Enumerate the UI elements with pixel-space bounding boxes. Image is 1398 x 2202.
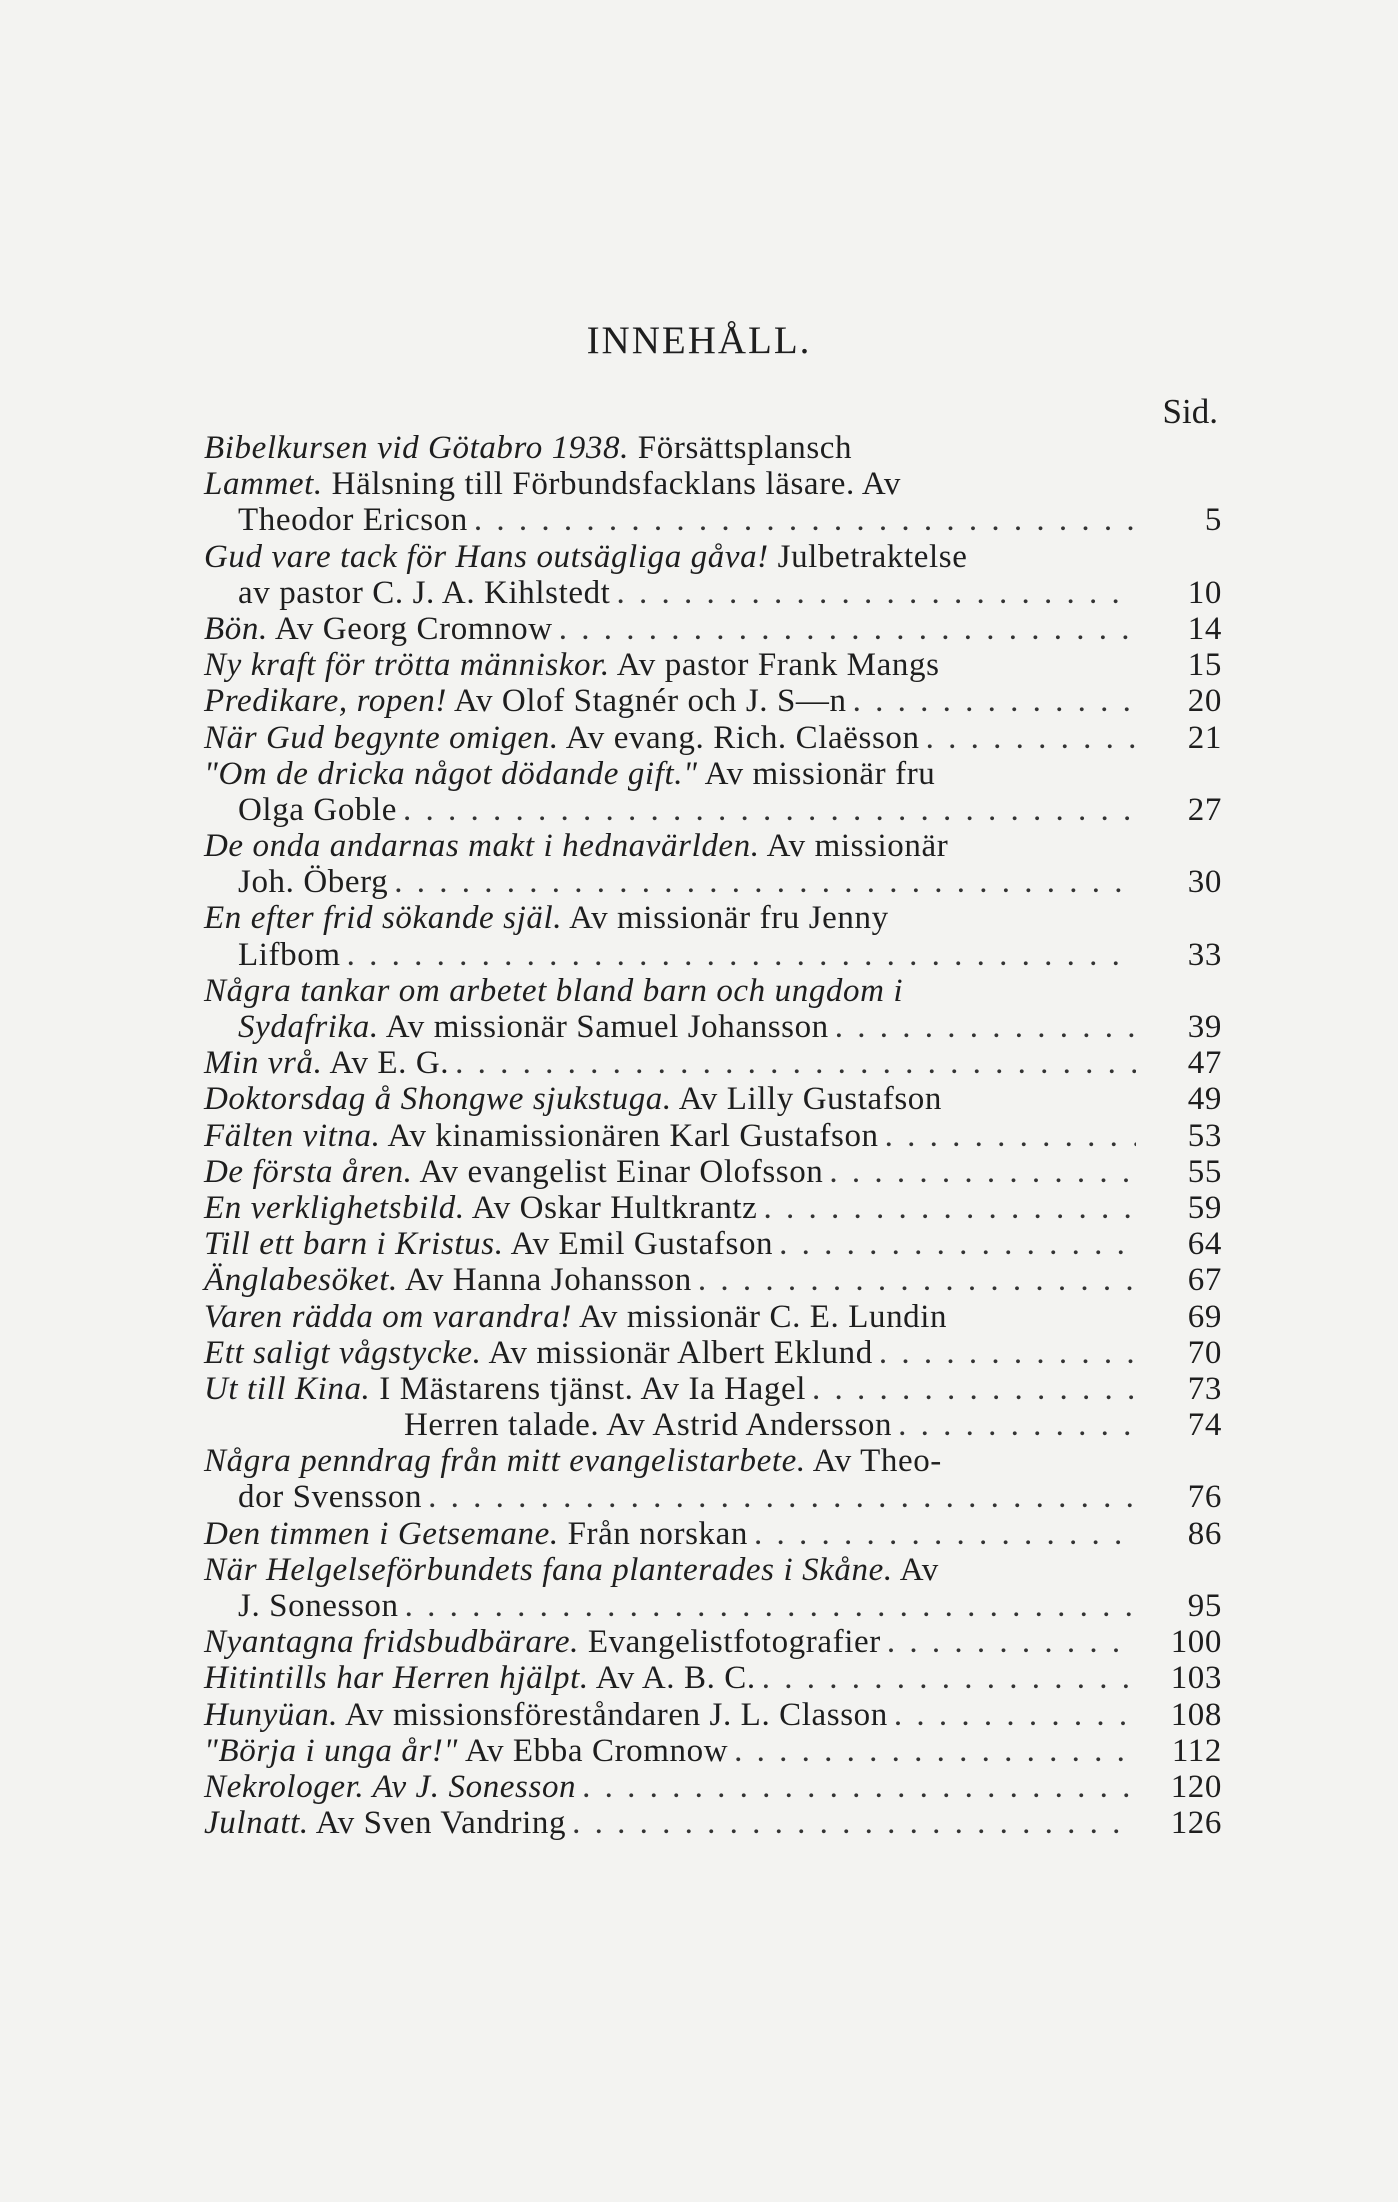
page-number: 74 bbox=[1187, 1407, 1222, 1444]
dot-leader bbox=[829, 1154, 1136, 1190]
toc-entry-author: I Mästarens tjänst. Av Ia Hagel bbox=[370, 1370, 806, 1407]
toc-line bbox=[204, 611, 1222, 647]
toc-entry-title: Bön. bbox=[204, 610, 268, 647]
page-number: 126 bbox=[1170, 1805, 1222, 1842]
toc-entry-title: Ny kraft för trötta människor. bbox=[204, 647, 610, 684]
toc-entry-title: Några penndrag från mitt evangelistarbete. bbox=[204, 1443, 806, 1480]
toc-line bbox=[204, 647, 1222, 683]
page-number: 53 bbox=[1187, 1117, 1222, 1154]
toc-entry-author: Av missionsföreståndaren J. L. Classon bbox=[338, 1696, 888, 1733]
toc-entry-text bbox=[204, 1154, 823, 1190]
toc-entry-text bbox=[204, 1660, 756, 1696]
dot-leader bbox=[853, 683, 1136, 719]
toc-line bbox=[204, 1045, 1222, 1081]
toc-line bbox=[204, 1154, 1222, 1190]
page-number: 20 bbox=[1187, 683, 1222, 720]
toc-entry-title: "Börja i unga år!" bbox=[204, 1732, 458, 1769]
toc-entry-author: Från norskan bbox=[558, 1515, 748, 1552]
dot-leader bbox=[948, 828, 1142, 864]
toc-entry-author: J. Sonesson bbox=[238, 1588, 399, 1624]
toc-entry-title: Lammet. bbox=[204, 466, 323, 503]
page-number bbox=[1142, 756, 1222, 792]
toc-entry-author: Av A. B. C. bbox=[588, 1660, 756, 1697]
toc-entry-author: Av bbox=[892, 1551, 939, 1588]
toc-entry-author: Hälsning till Förbundsfacklans läsare. Av bbox=[322, 466, 901, 503]
page-number: 21 bbox=[1187, 719, 1222, 756]
dot-leader bbox=[898, 1407, 1136, 1443]
dot-leader bbox=[940, 647, 1142, 683]
toc-entry-text bbox=[204, 1769, 576, 1805]
toc-entry-text bbox=[204, 1516, 748, 1552]
toc-line bbox=[204, 430, 1222, 466]
toc-entry-author: Julbetraktelse bbox=[768, 538, 968, 575]
toc-entry-text bbox=[204, 900, 889, 936]
dot-leader bbox=[347, 937, 1136, 973]
dot-leader bbox=[935, 756, 1142, 792]
toc-entry-title: Nekrologer. Av J. Sonesson bbox=[204, 1768, 577, 1805]
toc-entry-text bbox=[204, 430, 852, 466]
toc-line bbox=[204, 466, 1222, 502]
page-number: 47 bbox=[1187, 1045, 1222, 1082]
toc-line bbox=[204, 1588, 1222, 1624]
toc-entry-author: Av Hanna Johansson bbox=[397, 1262, 692, 1299]
toc-entry-text bbox=[204, 1733, 728, 1769]
page-number: 15 bbox=[1187, 647, 1222, 684]
dot-leader bbox=[885, 1118, 1136, 1154]
toc-entry-text bbox=[204, 1190, 757, 1226]
page-number: 70 bbox=[1187, 1334, 1222, 1371]
toc-entry-author: Av Olof Stagnér och J. S—n bbox=[446, 683, 847, 720]
toc-entry-title: Några tankar om arbetet bland barn och ungdom i bbox=[204, 972, 904, 1009]
toc-entry-text bbox=[204, 1805, 566, 1841]
page-number: 64 bbox=[1187, 1226, 1222, 1263]
page-number: 30 bbox=[1187, 864, 1222, 901]
toc-entry-author: Herren talade. Av Astrid Andersson bbox=[404, 1407, 893, 1444]
toc-entry-title: En efter frid sökande själ. bbox=[204, 900, 563, 937]
dot-leader bbox=[947, 1299, 1142, 1335]
dot-leader bbox=[403, 792, 1136, 828]
toc-entry-text bbox=[204, 720, 920, 756]
page-number bbox=[1142, 1552, 1222, 1588]
toc-entry-text bbox=[238, 864, 388, 900]
toc-entry-author: Av missionär Albert Eklund bbox=[481, 1334, 873, 1371]
toc-line bbox=[204, 502, 1222, 538]
dot-leader bbox=[559, 611, 1136, 647]
dot-leader bbox=[582, 1769, 1136, 1805]
toc-entry-author: Evangelistfotografier bbox=[578, 1624, 881, 1661]
page-number bbox=[1142, 466, 1222, 502]
dot-leader bbox=[455, 1045, 1136, 1081]
toc-entry-title: Varen rädda om varandra! bbox=[204, 1298, 572, 1335]
table-of-contents bbox=[204, 430, 1222, 1841]
dot-leader bbox=[812, 1371, 1136, 1407]
dot-leader bbox=[852, 430, 1142, 466]
toc-entry-author: Av Oskar Hultkrantz bbox=[464, 1189, 758, 1226]
toc-line bbox=[204, 756, 1222, 792]
dot-leader bbox=[939, 1552, 1142, 1588]
toc-entry-text bbox=[204, 973, 903, 1009]
toc-entry-title: Nyantagna fridsbudbärare. bbox=[204, 1624, 579, 1661]
page-number: 67 bbox=[1187, 1262, 1222, 1299]
page-number bbox=[1142, 539, 1222, 575]
toc-line bbox=[204, 1516, 1222, 1552]
toc-entry-title: Hitintills har Herren hjälpt. bbox=[204, 1660, 589, 1697]
toc-line bbox=[204, 1262, 1222, 1298]
toc-line bbox=[204, 1190, 1222, 1226]
toc-entry-text bbox=[204, 1299, 947, 1335]
toc-entry-author: dor Svensson bbox=[238, 1479, 423, 1516]
toc-line bbox=[204, 1660, 1222, 1696]
page-number: 120 bbox=[1170, 1768, 1222, 1805]
page-title: INNEHÅLL. bbox=[586, 319, 812, 362]
toc-entry-text bbox=[204, 1118, 879, 1154]
toc-entry-text bbox=[204, 1335, 873, 1371]
toc-entry-author: Av missionär C. E. Lundin bbox=[571, 1298, 948, 1335]
toc-entry-text bbox=[238, 575, 610, 611]
toc-entry-author: Lifbom bbox=[238, 936, 341, 973]
toc-entry-author: Av missionär fru Jenny bbox=[562, 900, 889, 937]
page-number bbox=[1142, 828, 1222, 864]
toc-line bbox=[204, 683, 1222, 719]
toc-entry-title: När Helgelseförbundets fana planterades i Skåne. bbox=[204, 1551, 893, 1588]
page-number bbox=[1142, 973, 1222, 1009]
dot-leader bbox=[942, 1081, 1142, 1117]
toc-entry-title: Sydafrika. bbox=[238, 1009, 379, 1045]
toc-entry-author: Av missionär Samuel Johansson bbox=[378, 1009, 829, 1045]
toc-entry-text bbox=[204, 1371, 806, 1407]
toc-line bbox=[204, 828, 1222, 864]
toc-line bbox=[204, 1407, 1222, 1443]
dot-leader bbox=[754, 1516, 1136, 1552]
toc-line bbox=[204, 539, 1222, 575]
toc-entry-author: Av missionär fru bbox=[697, 755, 936, 792]
toc-entry-author: Av kinamissionären Karl Gustafson bbox=[380, 1117, 879, 1154]
dot-leader bbox=[967, 539, 1142, 575]
toc-entry-author: av pastor C. J. A. Kihlstedt bbox=[238, 574, 611, 611]
page-number: 76 bbox=[1187, 1479, 1222, 1516]
toc-entry-author: Av E. G. bbox=[322, 1045, 450, 1082]
toc-entry-text bbox=[204, 1552, 939, 1588]
page-number: 14 bbox=[1187, 610, 1222, 647]
toc-entry-text bbox=[204, 1226, 773, 1262]
toc-entry-author: Av missionär bbox=[759, 828, 949, 865]
toc-entry-text bbox=[238, 1009, 829, 1045]
page-number: 86 bbox=[1187, 1515, 1222, 1552]
dot-leader bbox=[779, 1226, 1136, 1262]
dot-leader bbox=[572, 1805, 1136, 1841]
toc-entry-text bbox=[204, 1443, 942, 1479]
toc-line bbox=[204, 900, 1222, 936]
toc-entry-text bbox=[204, 756, 935, 792]
page-number: 69 bbox=[1187, 1298, 1222, 1335]
toc-line bbox=[204, 1443, 1222, 1479]
toc-entry-text bbox=[204, 683, 847, 719]
toc-entry-title: Fälten vitna. bbox=[204, 1117, 381, 1154]
toc-line bbox=[204, 792, 1222, 828]
page-number: 100 bbox=[1170, 1624, 1222, 1661]
toc-line bbox=[204, 973, 1222, 1009]
toc-line bbox=[204, 1624, 1222, 1660]
toc-entry-text bbox=[204, 1045, 449, 1081]
toc-line bbox=[204, 575, 1222, 611]
toc-line bbox=[204, 1118, 1222, 1154]
toc-entry-title: Gud vare tack för Hans outsägliga gåva! bbox=[204, 538, 769, 575]
page-number: 49 bbox=[1187, 1081, 1222, 1118]
page-number: 103 bbox=[1170, 1660, 1222, 1697]
toc-line bbox=[204, 1371, 1222, 1407]
toc-entry-text bbox=[204, 539, 967, 575]
page-number: 5 bbox=[1204, 502, 1222, 539]
toc-line bbox=[204, 937, 1222, 973]
dot-leader bbox=[474, 502, 1136, 538]
dot-leader bbox=[887, 1624, 1136, 1660]
toc-entry-text bbox=[204, 828, 948, 864]
dot-leader bbox=[405, 1588, 1136, 1624]
toc-entry-text bbox=[238, 502, 468, 538]
page-number: 55 bbox=[1187, 1153, 1222, 1190]
page-number: 33 bbox=[1187, 936, 1222, 973]
toc-entry-title: Den timmen i Getsemane. bbox=[204, 1515, 559, 1552]
page-number: 39 bbox=[1187, 1009, 1222, 1045]
dot-leader bbox=[901, 466, 1142, 502]
page-number: 27 bbox=[1187, 791, 1222, 828]
toc-entry-text bbox=[238, 1588, 399, 1624]
page-number: 10 bbox=[1187, 574, 1222, 611]
dot-leader bbox=[762, 1660, 1136, 1696]
toc-entry-author: Av Emil Gustafson bbox=[503, 1226, 774, 1263]
toc-entry-text bbox=[404, 1407, 892, 1443]
toc-entry-author: Av pastor Frank Mangs bbox=[609, 647, 940, 684]
toc-entry-text bbox=[238, 937, 341, 973]
dot-leader bbox=[903, 973, 1142, 1009]
toc-line bbox=[204, 1769, 1222, 1805]
toc-entry-text bbox=[238, 1479, 422, 1515]
toc-line bbox=[204, 864, 1222, 900]
toc-entry-text bbox=[204, 1262, 692, 1298]
toc-line bbox=[204, 1335, 1222, 1371]
toc-line bbox=[204, 1081, 1222, 1117]
toc-line bbox=[204, 720, 1222, 756]
page-column-label: Sid. bbox=[1162, 392, 1218, 431]
dot-leader bbox=[942, 1443, 1142, 1479]
page-number: 108 bbox=[1170, 1696, 1222, 1733]
toc-entry-text bbox=[204, 1697, 888, 1733]
toc-entry-author: Av Lilly Gustafson bbox=[671, 1081, 942, 1118]
dot-leader bbox=[763, 1190, 1136, 1226]
toc-line bbox=[204, 1479, 1222, 1515]
dot-leader bbox=[394, 864, 1136, 900]
toc-entry-title: När Gud begynte omigen. bbox=[204, 719, 559, 756]
toc-entry-title: Ut till Kina. bbox=[204, 1370, 371, 1407]
toc-entry-text bbox=[238, 792, 397, 828]
toc-line bbox=[204, 1299, 1222, 1335]
toc-entry-title: De första åren. bbox=[204, 1153, 413, 1190]
toc-entry-title: De onda andarnas makt i hednavärlden. bbox=[204, 828, 760, 865]
toc-entry-text bbox=[204, 611, 553, 647]
toc-entry-title: Predikare, ropen! bbox=[204, 683, 447, 720]
page-number bbox=[1142, 900, 1222, 936]
toc-entry-author: Av Georg Cromnow bbox=[267, 610, 553, 647]
toc-entry-title: Bibelkursen vid Götabro 1938. bbox=[204, 430, 629, 466]
toc-entry-author: Olga Goble bbox=[238, 791, 398, 828]
toc-entry-text bbox=[204, 1624, 881, 1660]
dot-leader bbox=[616, 575, 1136, 611]
dot-leader bbox=[428, 1479, 1136, 1515]
toc-entry-author: Försättsplansch bbox=[628, 430, 853, 466]
toc-entry-title: Min vrå. bbox=[204, 1045, 323, 1082]
toc-entry-author: Av evang. Rich. Claësson bbox=[558, 719, 920, 756]
page-number: 73 bbox=[1187, 1370, 1222, 1407]
page-number bbox=[1142, 430, 1222, 466]
dot-leader bbox=[835, 1009, 1136, 1045]
toc-entry-title: Julnatt. bbox=[204, 1805, 309, 1842]
toc-entry-author: Joh. Öberg bbox=[238, 864, 389, 901]
toc-line bbox=[204, 1009, 1222, 1045]
toc-entry-author: Av Sven Vandring bbox=[308, 1805, 567, 1842]
toc-entry-text bbox=[204, 1081, 942, 1117]
toc-line bbox=[204, 1552, 1222, 1588]
toc-line bbox=[204, 1226, 1222, 1262]
dot-leader bbox=[734, 1733, 1136, 1769]
toc-line bbox=[204, 1697, 1222, 1733]
toc-entry-title: Doktorsdag å Shongwe sjukstuga. bbox=[204, 1081, 672, 1118]
dot-leader bbox=[926, 720, 1136, 756]
toc-entry-text bbox=[204, 647, 940, 683]
toc-entry-author: Av evangelist Einar Olofsson bbox=[412, 1153, 824, 1190]
toc-entry-author: Theodor Ericson bbox=[238, 502, 468, 539]
dot-leader bbox=[889, 900, 1142, 936]
dot-leader bbox=[698, 1262, 1136, 1298]
dot-leader bbox=[894, 1697, 1136, 1733]
page-number: 112 bbox=[1171, 1732, 1222, 1769]
toc-entry-title: En verklighetsbild. bbox=[204, 1189, 465, 1226]
toc-entry-author: Av Ebba Cromnow bbox=[457, 1732, 729, 1769]
toc-entry-title: Änglabesöket. bbox=[204, 1262, 398, 1299]
toc-line bbox=[204, 1805, 1222, 1841]
dot-leader bbox=[879, 1335, 1136, 1371]
toc-entry-title: "Om de dricka något dödande gift." bbox=[204, 755, 698, 792]
toc-entry-title: Hunyüan. bbox=[204, 1696, 339, 1733]
page-number: 95 bbox=[1187, 1588, 1222, 1624]
toc-line bbox=[204, 1733, 1222, 1769]
page-number bbox=[1142, 1443, 1222, 1479]
toc-entry-title: Till ett barn i Kristus. bbox=[204, 1226, 504, 1263]
toc-entry-title: Ett saligt vågstycke. bbox=[204, 1334, 482, 1371]
page-number: 59 bbox=[1187, 1189, 1222, 1226]
toc-entry-author: Av Theo- bbox=[805, 1443, 942, 1480]
toc-entry-text bbox=[204, 466, 901, 502]
